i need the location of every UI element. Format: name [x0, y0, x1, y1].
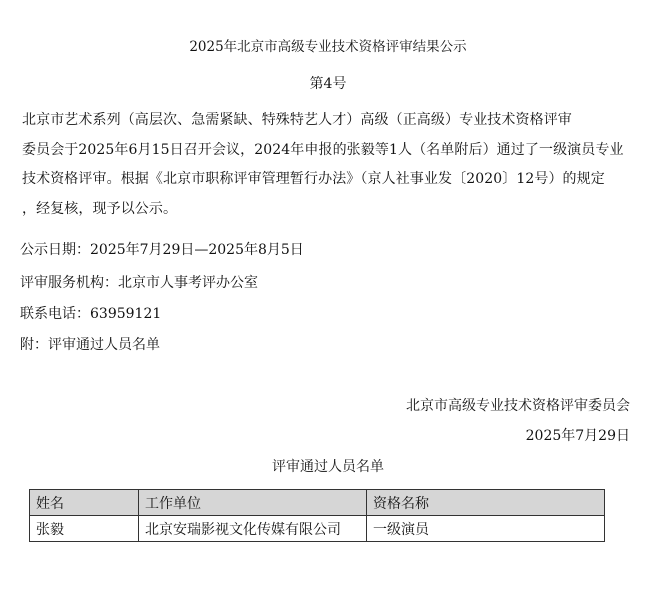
name-list-table — [29, 489, 605, 542]
body-line: ，经复核，现予以公示。 — [22, 201, 178, 217]
contact-phone: 联系电话：63959121 — [20, 306, 162, 322]
cell-work-unit: 北京安瑞影视文化传媒有限公司 — [139, 516, 367, 542]
table-header-row — [30, 490, 605, 516]
body-line: 北京市艺术系列（高层次、急需紧缺、特殊特艺人才）高级（正高级）专业技术资格评审 — [22, 112, 572, 128]
cell-qualification: 一级演员 — [367, 516, 605, 542]
notice-number: 第4号 — [309, 76, 347, 92]
signature-date: 2025年7月29日 — [525, 428, 630, 444]
body-line: 技术资格评审。根据《北京市职称评审管理暂行办法》（京人社事业发〔2020〕12号）的规定 — [22, 171, 605, 187]
attachment-note: 附：评审通过人员名单 — [20, 337, 160, 353]
header-name: 姓名 — [30, 490, 139, 516]
name-list-title: 评审通过人员名单 — [272, 459, 384, 475]
header-work-unit: 工作单位 — [139, 490, 367, 516]
signature-org: 北京市高级专业技术资格评审委员会 — [406, 398, 630, 414]
notice-title: 2025年北京市高级专业技术资格评审结果公示 — [189, 39, 467, 55]
header-qualification: 资格名称 — [367, 490, 605, 516]
publicity-period: 公示日期：2025年7月29日—2025年8月5日 — [20, 242, 304, 258]
cell-name: 张毅 — [30, 516, 139, 542]
body-line: 委员会于2025年6月15日召开会议，2024年申报的张毅等1人（名单附后）通过了一级演员专业 — [22, 142, 624, 158]
service-agency: 评审服务机构：北京市人事考评办公室 — [20, 275, 258, 291]
table-row — [30, 516, 605, 542]
